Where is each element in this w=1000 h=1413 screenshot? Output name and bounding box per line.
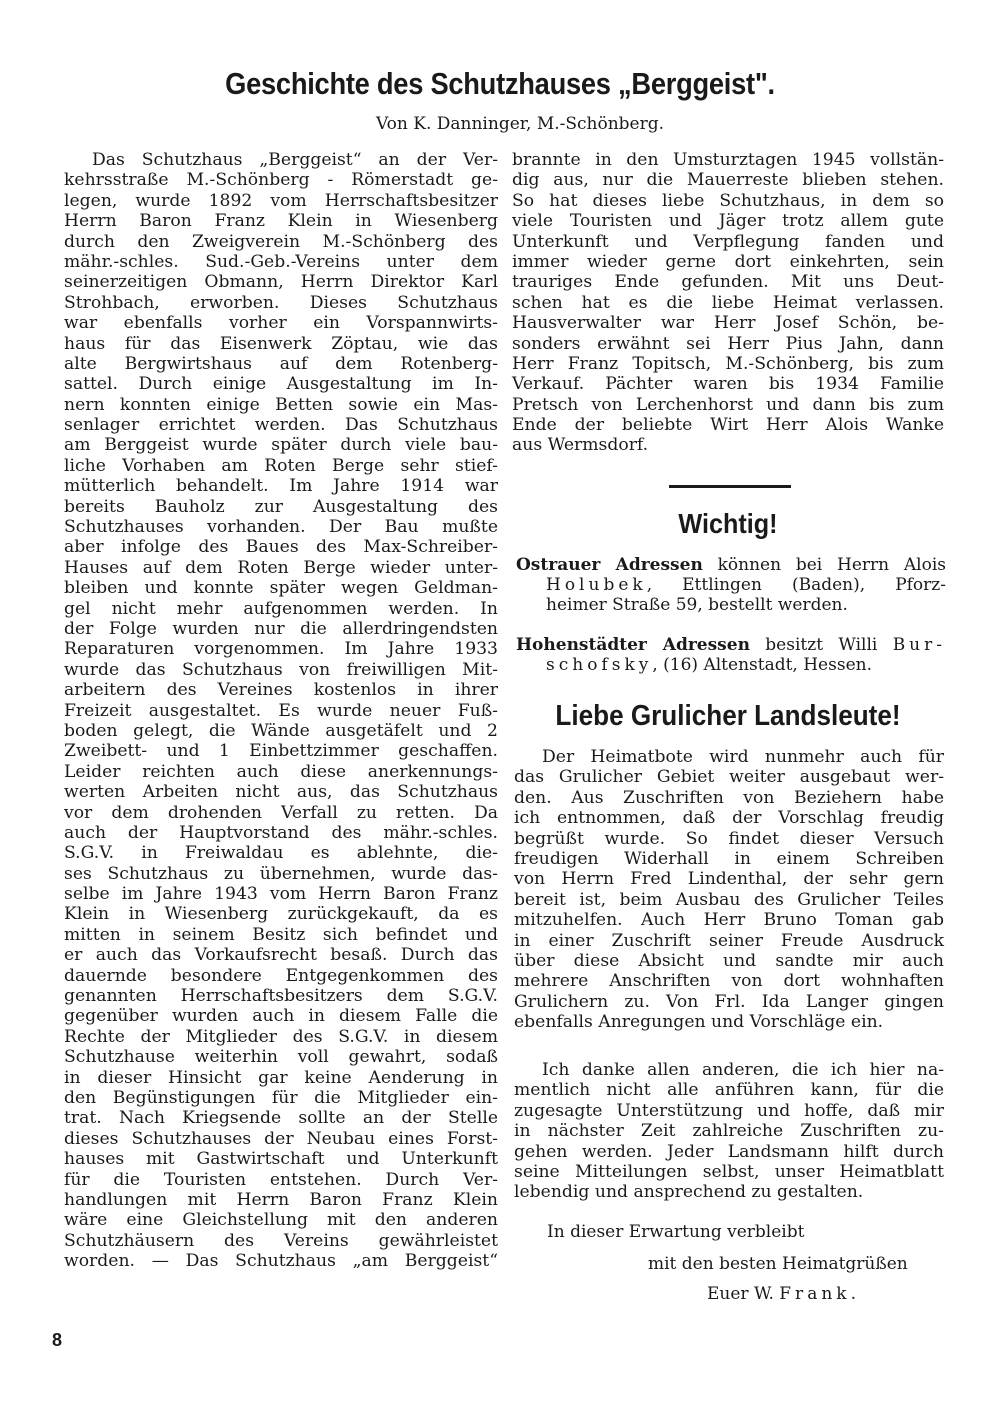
text-line: genannten Herrschaftsbesitzers dem S.G.V.: [64, 986, 498, 1007]
article-right-column: [512, 150, 944, 456]
text-line: vor dem drohenden Verfall zu retten. Da: [64, 802, 498, 823]
article-byline: Von K. Danninger, M.-Schönberg.: [375, 114, 665, 134]
text-line: mitten in seinem Besitz sich befindet und: [64, 924, 498, 945]
letter-paragraph-2: [514, 1060, 944, 1203]
text-line: legen, wurde 1892 vom Herrschaftsbesitzer: [64, 190, 498, 211]
text-line: mähr.-schles. Sud.-Geb.-Vereins unter dem: [64, 251, 498, 272]
text-line: den. Aus Zuschriften von Beziehern habe: [514, 787, 944, 808]
notice-label: Hohenstädter Adressen: [516, 635, 750, 655]
text-line: worden. — Das Schutzhaus „am Berggeist“: [64, 1251, 498, 1272]
text-line: Klein in Wiesenberg zurückgekauft, da es: [64, 904, 498, 925]
text-line: über diese Absicht und sandte mir auch: [514, 950, 944, 971]
text-line: Verkauf. Pächter waren bis 1934 Familie: [512, 374, 944, 395]
text-line: er auch das Vorkaufsrecht besaß. Durch das: [64, 945, 498, 966]
text-line: in einer Zuschrift seiner Freude Ausdruck: [514, 930, 944, 951]
text-line: dieses Schutzhauses der Neubau eines Forst-: [64, 1128, 498, 1149]
text-line: dauernde besondere Entgegenkommen des: [64, 965, 498, 986]
text-line: schen hat es die liebe Heimat verlassen.: [512, 292, 944, 313]
text-line: in nächster Zeit zahlreiche Zuschriften zu-: [514, 1121, 944, 1142]
letter-closing-line-1: In dieser Erwartung verbleibt: [547, 1222, 805, 1242]
notice-line: schofsky, (16) Altenstadt, Hessen.: [546, 655, 872, 675]
text-line: den Begünstigungen für die Mitglieder ein-: [64, 1087, 498, 1108]
text-line: aus Wermsdorf.: [512, 435, 649, 456]
text-line: ses Schutzhaus zu übernehmen, wurde das-: [64, 863, 498, 884]
text-line: Der Heimatbote wird nunmehr auch für: [542, 747, 944, 767]
text-line: haus für das Eisenwerk Zöptau, wie das: [64, 333, 498, 354]
text-line: mütterlich behandelt. Im Jahre 1914 war: [64, 476, 498, 497]
text-line: Unterkunft und Verpflegung fanden und: [512, 231, 944, 252]
text-line: viele Touristen und Jäger trotz allem gute: [512, 211, 944, 232]
text-line: bereit ist, beim Ausbau des Grulicher Teiles: [514, 889, 944, 910]
notice-label: Ostrauer Adressen: [516, 555, 703, 575]
letter-closing-line-2: mit den besten Heimatgrüßen: [648, 1254, 908, 1274]
text-line: gel nicht mehr aufgenommen werden. In: [64, 598, 498, 619]
text-line: seine Mitteilungen selbst, unser Heimatblatt: [514, 1161, 944, 1182]
text-line: S.G.V. in Freiwaldau es ablehnte, die-: [64, 843, 498, 864]
text-line: Rechte der Mitglieder des S.G.V. in diesem: [64, 1026, 498, 1047]
text-line: arbeitern des Vereines kostenlos in ihrer: [64, 680, 498, 701]
text-line: handlungen mit Herrn Baron Franz Klein: [64, 1189, 498, 1210]
text-line: gegenüber wurden auch in diesem Falle die: [64, 1006, 498, 1027]
text-line: dig aus, nur die Mauerreste blieben stehen.: [512, 170, 944, 191]
text-line: Schutzhauses vorhanden. Der Bau mußte: [64, 517, 498, 538]
notice-item-ostrau: [516, 555, 946, 615]
text-line: freudigen Widerhall in einem Schreiben: [514, 848, 944, 869]
text-line: Leider reichten auch diese anerkennungs-: [64, 761, 498, 782]
text-line: brannte in den Umsturztagen 1945 vollstän-: [512, 150, 944, 170]
text-line: alte Bergwirtshaus auf dem Rotenberg-: [64, 353, 498, 374]
text-line: ich entnommen, daß der Vorschlag freudig: [514, 808, 944, 829]
signature-name: Frank.: [779, 1284, 860, 1304]
text-line: immer wieder gerne dort einkehrten, sein: [512, 251, 944, 272]
text-line: Strohbach, erworben. Dieses Schutzhaus: [64, 292, 498, 313]
person-name: schofsky: [546, 655, 653, 675]
notice-line: Hohenstädter Adressen besitzt Willi Bur-: [516, 635, 946, 655]
text-line: kehrsstraße M.-Schönberg - Römerstadt ge-: [64, 170, 498, 191]
text-line: der Folge wurden nur die allerdringendsten: [64, 618, 498, 639]
text-line: auch der Hauptvorstand des mähr.-schles.: [64, 822, 498, 843]
text-line: hauses mit Gastwirtschaft und Unterkunft: [64, 1149, 498, 1170]
text-line: wäre eine Gleichstellung mit den anderen: [64, 1210, 498, 1231]
letter-paragraph-1: [514, 747, 944, 1032]
text-line: Zweibett- und 1 Einbettzimmer geschaffen.: [64, 741, 498, 762]
text-line: gehen werden. Jeder Landsmann hilft durch: [514, 1141, 944, 1162]
text-line: trauriges Ende gefunden. Mit uns Deut-: [512, 272, 944, 293]
section-divider-rule: [669, 485, 791, 488]
text-line: das Grulicher Gebiet weiter ausgebaut wer-: [514, 767, 944, 788]
text-line: Pretsch von Lerchenhorst und dann bis zum: [512, 394, 944, 415]
text-line: von Herrn Fred Lindenthal, der sehr gern: [514, 869, 944, 890]
text-line: für die Touristen entstehen. Durch Ver-: [64, 1169, 498, 1190]
text-line: sattel. Durch einige Ausgestaltung im In-: [64, 374, 498, 395]
text-line: Grulichern zu. Von Frl. Ida Langer gingen: [514, 991, 944, 1012]
text-line: Das Schutzhaus „Berggeist“ an der Ver-: [92, 150, 498, 170]
text-line: bleiben und konnte später wegen Geldman-: [64, 578, 498, 599]
text-line: So hat dieses liebe Schutzhaus, in dem so: [512, 190, 944, 211]
text-line: Hausverwalter war Herr Josef Schön, be-: [512, 313, 944, 334]
text-line: Reparaturen vorgenommen. Im Jahre 1933: [64, 639, 498, 660]
text-line: nern konnten einige Betten sowie ein Mas-: [64, 394, 498, 415]
article-title: Geschichte des Schutzhauses „Berggeist".: [225, 66, 775, 101]
text-line: bereits Bauholz zur Ausgestaltung des: [64, 496, 498, 517]
text-line: selbe im Jahre 1943 vom Herrn Baron Franz: [64, 884, 498, 905]
text-line: begrüßt wurde. So findet dieser Versuch: [514, 828, 944, 849]
text-line: lebendig und ansprechend zu gestalten.: [514, 1182, 864, 1203]
text-line: mentlich nicht alle anführen kann, für die: [514, 1080, 944, 1101]
text-line: Hauses auf dem Roten Berge wieder unter-: [64, 557, 498, 578]
letter-heading: Liebe Grulicher Landsleute!: [555, 700, 901, 732]
letter-signature: Euer W. Frank.: [707, 1284, 860, 1304]
text-line: Herrn Baron Franz Klein in Wiesenberg: [64, 211, 498, 232]
article-left-column: [64, 150, 498, 1271]
text-line: am Berggeist wurde später durch viele bau-: [64, 435, 498, 456]
notice-item-hohenstadt: [516, 635, 946, 675]
text-line: trat. Nach Kriegsende sollte an der Stelle: [64, 1108, 498, 1129]
notice-heading: Wichtig!: [678, 508, 778, 539]
text-line: in dieser Hinsicht gar keine Aenderung in: [64, 1067, 498, 1088]
text-line: Freizeit ausgestaltet. Es wurde neuer Fuß-: [64, 700, 498, 721]
text-line: Ich danke allen anderen, die ich hier na-: [542, 1060, 944, 1080]
notice-line: Ostrauer Adressen können bei Herrn Alois: [516, 555, 946, 575]
text-line: Schutzhäusern des Vereins gewährleistet: [64, 1230, 498, 1251]
notice-line: Holubek, Ettlingen (Baden), Pforz-: [546, 575, 946, 595]
text-line: war ebenfalls vorher ein Vorspannwirts-: [64, 313, 498, 334]
text-line: mehrere Anschriften von dort wohnhaften: [514, 971, 944, 992]
text-line: Schutzhause weiterhin voll gewahrt, sodaß: [64, 1047, 498, 1068]
text-line: liche Vorhaben am Roten Berge sehr stief-: [64, 455, 498, 476]
text-line: Herr Franz Topitsch, M.-Schönberg, bis zum: [512, 353, 944, 374]
text-line: wurde das Schutzhaus von freiwilligen Mit-: [64, 659, 498, 680]
notice-line: heimer Straße 59, bestellt werden.: [546, 595, 848, 615]
text-line: seinerzeitigen Obmann, Herrn Direktor Karl: [64, 272, 498, 293]
text-line: boden gelegt, die Wände ausgetäfelt und 2: [64, 720, 498, 741]
text-line: sonders erwähnt sei Herr Pius Jahn, dann: [512, 333, 944, 354]
text-line: senlager errichtet werden. Das Schutzhaus: [64, 415, 498, 436]
text-line: durch den Zweigverein M.-Schönberg des: [64, 231, 498, 252]
text-line: aber infolge des Baues des Max-Schreiber-: [64, 537, 498, 558]
page-number: 8: [52, 1330, 63, 1350]
text-line: Ende der beliebte Wirt Herr Alois Wanke: [512, 415, 944, 436]
text-line: ebenfalls Anregungen und Vorschläge ein.: [514, 1012, 884, 1033]
text-line: zugesagte Unterstützung und hoffe, daß mir: [514, 1100, 944, 1121]
person-name: Bur-: [892, 635, 946, 655]
text-line: mitzuhelfen. Auch Herr Bruno Toman gab: [514, 910, 944, 931]
text-line: werten Arbeiten nicht aus, das Schutzhaus: [64, 782, 498, 803]
person-name: Holubek: [546, 575, 647, 595]
